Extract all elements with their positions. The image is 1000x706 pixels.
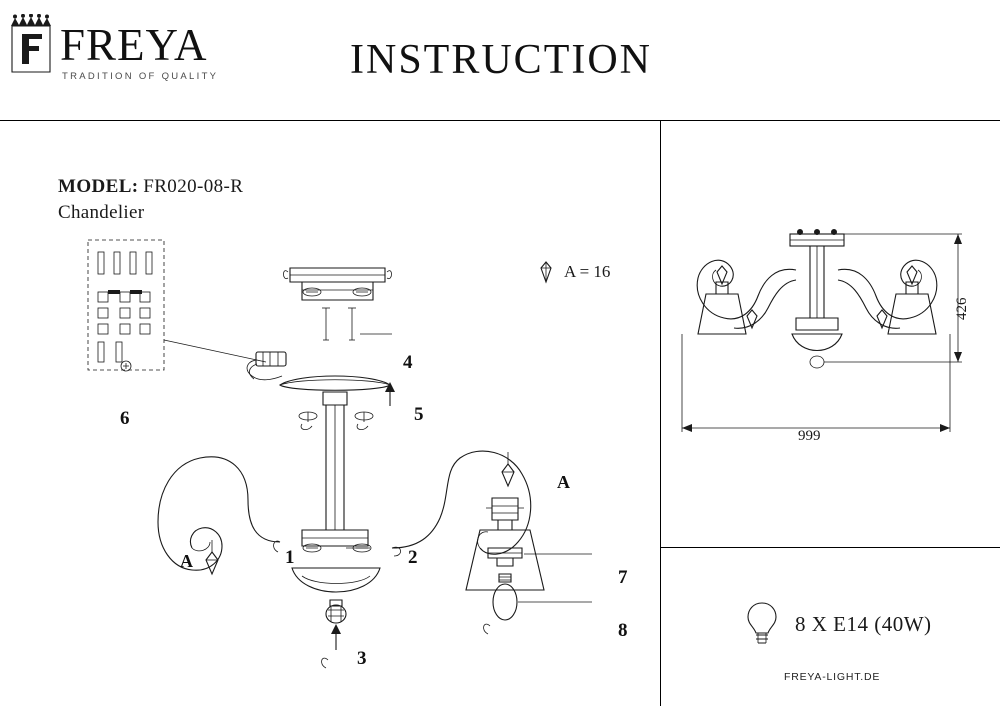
website-url: FREYA-LIGHT.DE (784, 671, 881, 683)
callout-2: 2 (408, 547, 418, 568)
part-label-a-left: A (180, 551, 193, 571)
model-label: MODEL: (58, 176, 139, 197)
lamp-spec (745, 600, 932, 648)
callout-3: 3 (357, 648, 367, 669)
callout-5: 5 (414, 404, 424, 425)
callout-7: 7 (618, 567, 628, 588)
model-value: FR020-08-R (143, 176, 244, 197)
page-header (0, 0, 1000, 120)
freya-crown-f-logo-icon (8, 14, 54, 76)
product-type: Chandelier (58, 202, 145, 223)
right-panel-divider (660, 547, 1000, 548)
light-bulb-icon (745, 600, 779, 648)
brand-name: FREYA (60, 20, 208, 70)
brand-logo (8, 14, 218, 82)
accessory-count-label: A = 16 (564, 262, 611, 281)
header-divider (0, 120, 1000, 121)
part-label-a-right: A (557, 472, 570, 492)
callout-1: 1 (285, 547, 295, 568)
model-line (58, 176, 243, 198)
dimension-width: 999 (798, 428, 821, 444)
callout-8: 8 (618, 620, 628, 641)
brand-wordmark (60, 20, 219, 82)
page-title: INSTRUCTION (350, 37, 652, 83)
brand-tagline: TRADITION OF QUALITY (62, 70, 219, 82)
lamp-spec-label: 8 X E14 (40W) (795, 611, 932, 636)
chandelier-front-view-icon (672, 226, 972, 441)
vertical-divider (660, 120, 661, 706)
callout-4: 4 (403, 352, 413, 373)
dimension-height: 426 (954, 297, 970, 320)
callout-6: 6 (120, 408, 130, 429)
chandelier-assembly-diagram-icon (40, 230, 660, 680)
